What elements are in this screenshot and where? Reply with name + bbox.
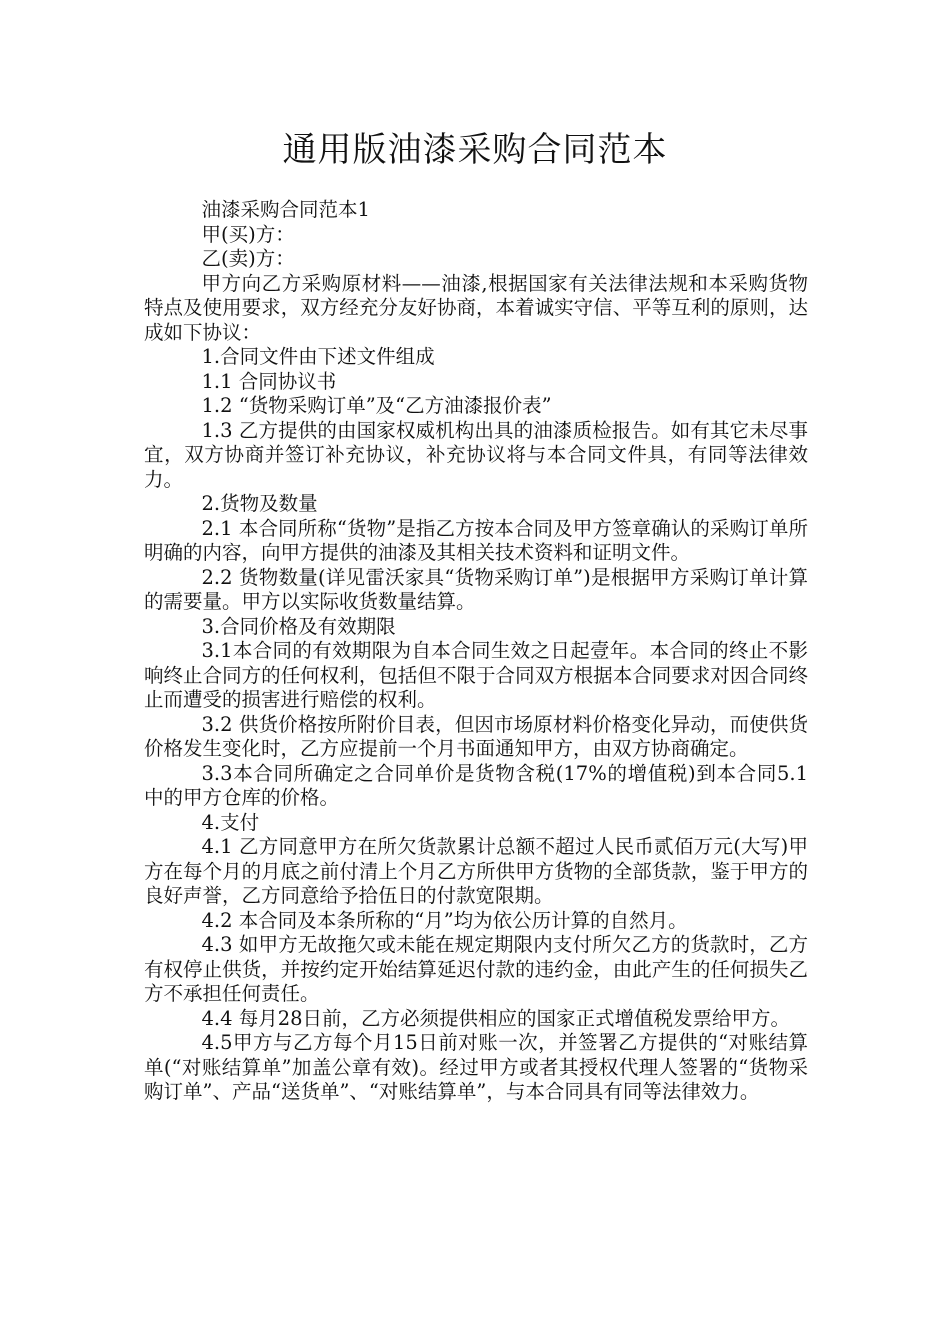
clause-3-2: 3.2 供货价格按所附价目表，但因市场原材料价格变化异动，而使供货价格发生变化时，乙方应提前一个月书面通知甲方，由双方协商确定。 (144, 712, 808, 760)
intro-paragraph: 甲方向乙方采购原材料——油漆,根据国家有关法律法规和本采购货物特点及使用要求，双方经充分友好协商，本着诚实守信、平等互利的原则，达成如下协议： (144, 271, 808, 344)
document-body (144, 198, 808, 1105)
clause-1-2: 1.2 “货物采购订单”及“乙方油漆报价表” (201, 394, 552, 417)
section-heading-1: 1.合同文件由下述文件组成 (201, 345, 435, 368)
document-title: 通用版油漆采购合同范本 (282, 130, 668, 170)
clause-4-4: 4.4 每月28日前，乙方必须提供相应的国家正式增值税发票给甲方。 (201, 1006, 791, 1030)
clause-3-1: 3.1本合同的有效期限为自本合同生效之日起壹年。本合同的终止不影响终止合同方的任何权利，包括但不限于合同双方根据本合同要求对因合同终止而遭受的损害进行赔偿的权利。 (144, 639, 808, 711)
clause-4-3: 4.3 如甲方无故拖欠或未能在规定期限内支付所欠乙方的货款时，乙方有权停止供货，并按约定开始结算延迟付款的违约金，由此产生的任何损失乙方不承担任何责任。 (144, 933, 808, 1005)
clause-1-1: 1.1 合同协议书 (201, 369, 337, 393)
clause-2-1: 2.1 本合同所称“货物”是指乙方按本合同及甲方签章确认的采购订单所明确的内容，向甲方提供的油漆及其相关技术资料和证明文件。 (144, 516, 808, 564)
section-heading-3: 3.合同价格及有效期限 (201, 614, 396, 638)
clause-3-3: 3.3本合同所确定之合同单价是货物含税(17%的增值税)到本合同5.1中的甲方仓库的价格。 (144, 761, 808, 809)
clause-4-2: 4.2 本合同及本条所称的“月”均为依公历计算的自然月。 (201, 908, 688, 932)
section-heading-4: 4.支付 (201, 810, 260, 834)
party-a-line: 甲(买)方： (201, 222, 295, 246)
clause-2-2: 2.2 货物数量(详见雷沃家具“货物采购订单”)是根据甲方采购订单计算的需要量。甲方以实际收货数量结算。 (144, 565, 808, 613)
clause-1-3: 1.3 乙方提供的由国家权威机构出具的油漆质检报告。如有其它未尽事宜，双方协商并签订补充协议，补充协议将与本合同文件具，有同等法律效力。 (144, 418, 808, 491)
clause-4-5: 4.5甲方与乙方每个月15日前对账一次，并签署乙方提供的“对账结算单(“对账结算单”加盖公章有效)。经过甲方或者其授权代理人签署的“货物采购订单”、产品“送货单”、“对账结算单”，与本合同具有同等法律效力。 (144, 1031, 808, 1103)
section-heading-2: 2.货物及数量 (201, 492, 318, 515)
clause-4-1: 4.1 乙方同意甲方在所欠货款累计总额不超过人民币贰佰万元(大写)甲方在每个月的月底之前付清上个月乙方所供甲方货物的全部货款，鉴于甲方的良好声誉，乙方同意给予拾伍日的付款宽限期。 (144, 835, 808, 907)
subtitle-paragraph: 油漆采购合同范本1 (201, 198, 370, 221)
party-b-line: 乙(卖)方： (201, 247, 295, 270)
